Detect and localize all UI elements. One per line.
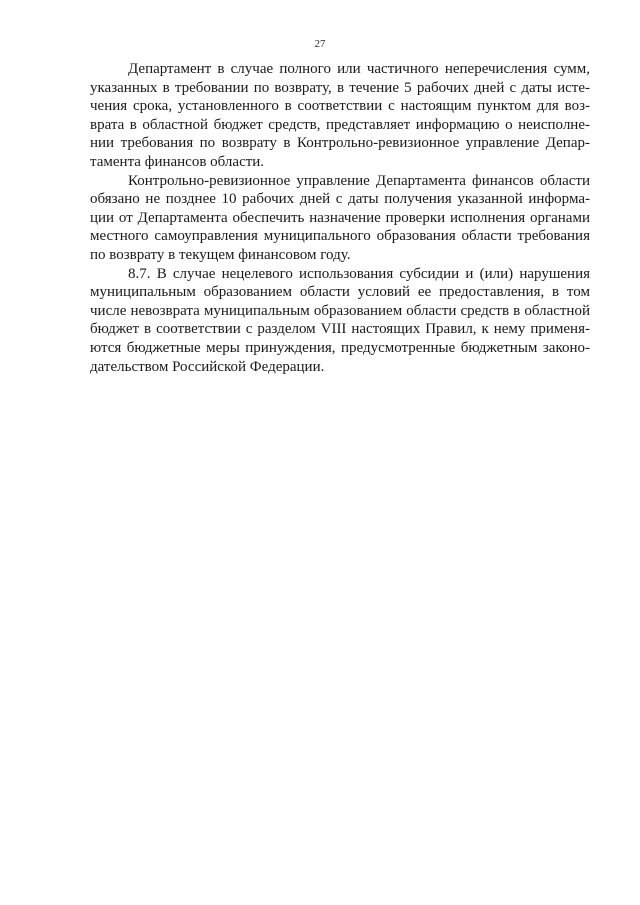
- paragraph-return-notification: Департамент в случае полного или частичного неперечисления сумм, указанных в требовании по возврату, в течение 5 рабочих дней с даты истечения срока, установленного в соответствии с настоящим пунктом для возврата в областной бюджет средств, представляет информацию о неисполнении требования по возврату в Контрольно-ревизионное управление Департамента финансов области.: [90, 61, 590, 170]
- paragraph-audit-inspection: Контрольно-ревизионное управление Департамента финансов области обязано не позднее 10 рабочих дней с даты получения указанной информации от Департамента обеспечить назначение проверки исполнения органами местного самоуправления муниципального образования области требования по возврату в текущем финансовом году.: [90, 172, 590, 263]
- document-body: [90, 60, 590, 376]
- page-number: 27: [314, 38, 326, 50]
- paragraph-8-7-enforcement: 8.7. В случае нецелевого использования субсидии и (или) нарушения муниципальным образованием области условий ее предоставления, в том числе невозврата муниципальным образованием области средств в областной бюджет в соответствии с разделом VIII настоящих Правил, к нему применяются бюджетные меры принуждения, предусмотренные бюджетным законодательством Российской Федерации.: [90, 265, 590, 375]
